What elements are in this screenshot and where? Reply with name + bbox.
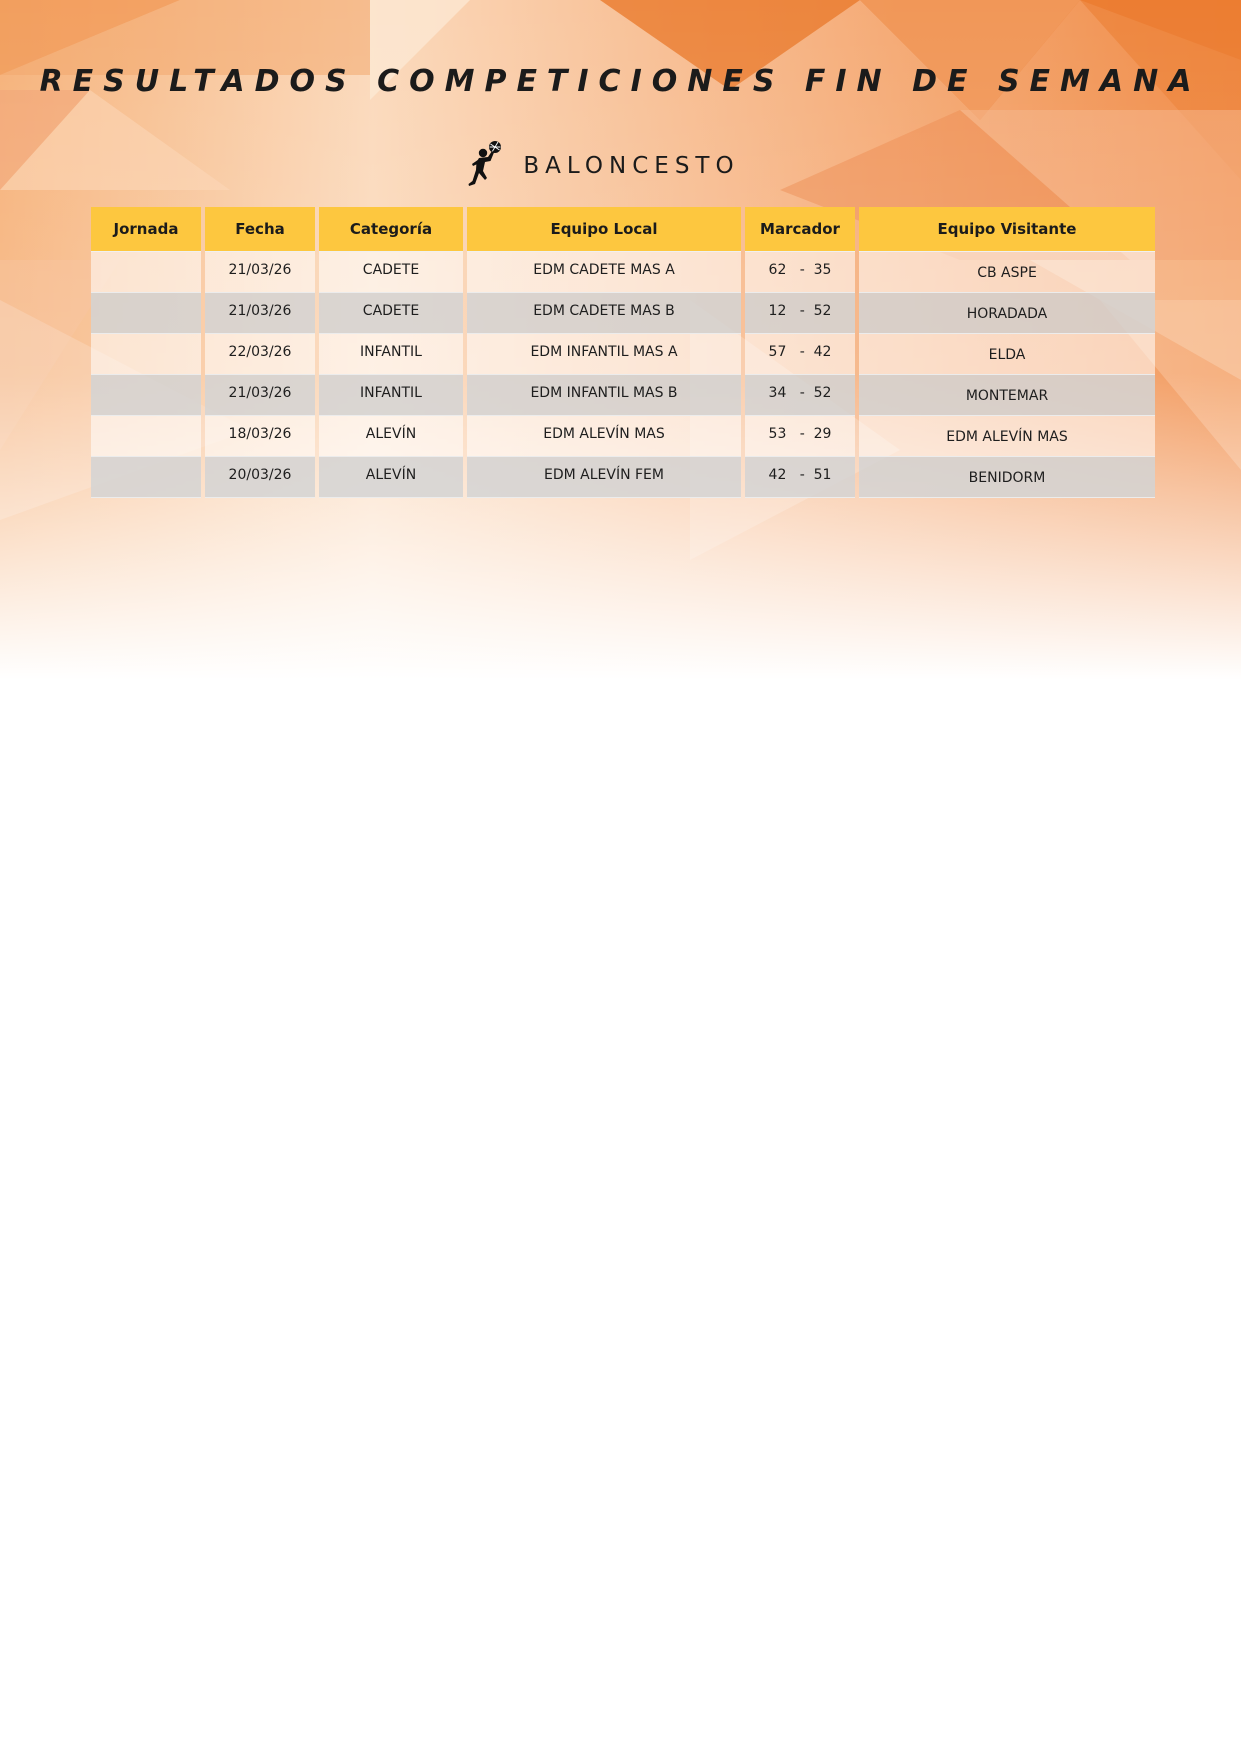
cell-jornada — [91, 375, 201, 416]
cell-equipo-local: EDM CADETE MAS A — [467, 252, 741, 293]
cell-fecha: 21/03/26 — [205, 293, 315, 334]
cell-equipo-local: EDM INFANTIL MAS B — [467, 375, 741, 416]
cell-equipo-local: EDM ALEVÍN FEM — [467, 457, 741, 498]
basketball-player-icon — [461, 140, 505, 192]
cell-fecha: 20/03/26 — [205, 457, 315, 498]
cell-marcador: 12 - 52 — [745, 293, 855, 334]
cell-categoria: CADETE — [319, 293, 463, 334]
cell-jornada — [91, 457, 201, 498]
results-table — [87, 207, 1159, 498]
cell-fecha: 18/03/26 — [205, 416, 315, 457]
cell-marcador: 57 - 42 — [745, 334, 855, 375]
page-title: RESULTADOS COMPETICIONES FIN DE SEMANA — [39, 64, 1202, 99]
table-row — [91, 416, 1155, 457]
cell-jornada — [91, 293, 201, 334]
header-equipo-visitante: Equipo Visitante — [859, 207, 1155, 252]
cell-fecha: 22/03/26 — [205, 334, 315, 375]
cell-marcador: 53 - 29 — [745, 416, 855, 457]
cell-equipo-visitante: MONTEMAR — [859, 375, 1155, 416]
cell-jornada — [91, 252, 201, 293]
cell-fecha: 21/03/26 — [205, 375, 315, 416]
cell-marcador: 42 - 51 — [745, 457, 855, 498]
table-header-row — [91, 207, 1155, 252]
cell-equipo-visitante: BENIDORM — [859, 457, 1155, 498]
cell-equipo-visitante: HORADADA — [859, 293, 1155, 334]
table-row — [91, 334, 1155, 375]
cell-marcador: 34 - 52 — [745, 375, 855, 416]
table-row — [91, 252, 1155, 293]
cell-equipo-visitante: ELDA — [859, 334, 1155, 375]
cell-equipo-visitante: CB ASPE — [859, 252, 1155, 293]
cell-equipo-local: EDM ALEVÍN MAS — [467, 416, 741, 457]
cell-categoria: INFANTIL — [319, 334, 463, 375]
header-marcador: Marcador — [745, 207, 855, 252]
header-fecha: Fecha — [205, 207, 315, 252]
cell-categoria: ALEVÍN — [319, 416, 463, 457]
section-title: BALONCESTO — [523, 153, 740, 179]
cell-categoria: CADETE — [319, 252, 463, 293]
cell-equipo-visitante: EDM ALEVÍN MAS — [859, 416, 1155, 457]
cell-jornada — [91, 334, 201, 375]
cell-categoria: INFANTIL — [319, 375, 463, 416]
cell-jornada — [91, 416, 201, 457]
cell-equipo-local: EDM INFANTIL MAS A — [467, 334, 741, 375]
table-row — [91, 457, 1155, 498]
table-row — [91, 375, 1155, 416]
table-row — [91, 293, 1155, 334]
cell-fecha: 21/03/26 — [205, 252, 315, 293]
cell-equipo-local: EDM CADETE MAS B — [467, 293, 741, 334]
header-categoria: Categoría — [319, 207, 463, 252]
header-equipo-local: Equipo Local — [467, 207, 741, 252]
section-header — [0, 138, 1241, 194]
cell-marcador: 62 - 35 — [745, 252, 855, 293]
cell-categoria: ALEVÍN — [319, 457, 463, 498]
header-jornada: Jornada — [91, 207, 201, 252]
